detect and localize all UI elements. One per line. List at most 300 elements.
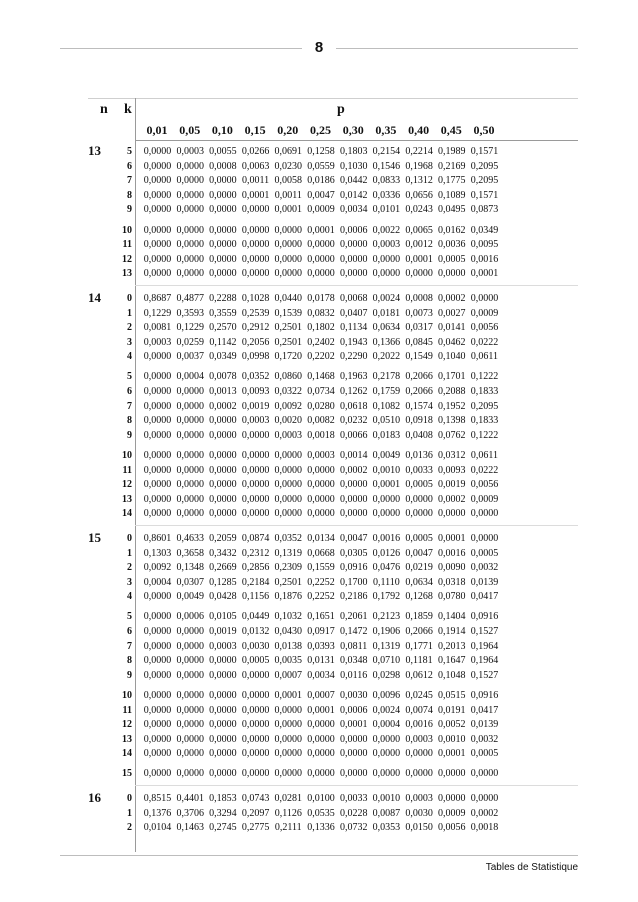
probability-cell: 0,0009	[438, 807, 466, 819]
probability-cell: 0,3593	[176, 307, 204, 319]
probability-cell: 0,8601	[143, 532, 172, 544]
probability-cell: 0,0005	[470, 547, 499, 559]
probability-cell: 0,2059	[209, 532, 237, 544]
probability-cell: 0,0462	[438, 336, 466, 348]
probability-cell: 0,0000	[470, 292, 499, 304]
probability-cell: 0,0998	[241, 351, 270, 363]
p-value-header: 0,40	[408, 123, 430, 137]
probability-cell: 0,4877	[176, 292, 204, 304]
probability-cell: 0,0101	[372, 204, 401, 216]
group-separator	[135, 525, 578, 526]
table-row	[88, 625, 578, 638]
probability-cell: 0,0100	[307, 793, 335, 804]
probability-cell: 0,0000	[209, 689, 237, 701]
p-value-header: 0,25	[310, 123, 331, 137]
probability-cell: 0,0000	[176, 239, 204, 251]
table-row	[88, 493, 578, 506]
probability-cell: 0,0000	[339, 768, 368, 780]
k-label: 9	[127, 429, 132, 441]
table-row	[88, 307, 578, 320]
probability-cell: 0,1833	[470, 386, 499, 397]
probability-cell: 0,1759	[372, 386, 401, 397]
probability-cell: 0,1964	[470, 655, 499, 667]
table-row	[88, 718, 578, 731]
header-k: k	[124, 102, 132, 117]
probability-cell: 0,0000	[274, 768, 303, 780]
probability-cell: 0,1574	[405, 400, 433, 412]
probability-cell: 0,0353	[372, 822, 401, 834]
probability-cell: 0,0000	[372, 768, 401, 780]
probability-cell: 0,1262	[339, 386, 368, 397]
probability-cell: 0,0000	[209, 415, 237, 427]
probability-cell: 0,0000	[143, 351, 172, 363]
probability-cell: 0,1030	[339, 160, 368, 172]
probability-cell: 0,2539	[241, 307, 270, 319]
probability-cell: 0,0000	[143, 160, 172, 172]
probability-cell: 0,0004	[176, 371, 204, 383]
k-label: 3	[127, 576, 132, 588]
probability-cell: 0,0007	[307, 689, 335, 701]
probability-cell: 0,0116	[340, 669, 368, 681]
probability-cell: 0,0000	[143, 733, 172, 745]
probability-cell: 0,1968	[405, 160, 433, 172]
probability-cell: 0,0020	[274, 415, 303, 427]
table-row	[88, 478, 578, 491]
probability-cell: 0,1319	[274, 547, 303, 559]
probability-cell: 0,0000	[274, 508, 303, 520]
probability-cell: 0,0000	[176, 268, 204, 280]
probability-cell: 0,0000	[143, 611, 172, 623]
probability-cell: 0,0000	[209, 175, 237, 187]
probability-cell: 0,3559	[209, 307, 237, 319]
probability-cell: 0,0000	[307, 239, 335, 251]
probability-cell: 0,0407	[339, 307, 368, 319]
k-label: 12	[122, 479, 132, 491]
probability-cell: 0,0000	[176, 640, 204, 652]
probability-cell: 0,8687	[143, 292, 172, 304]
probability-cell: 0,1110	[373, 576, 400, 588]
probability-cell: 0,0010	[372, 793, 401, 804]
probability-cell: 0,0000	[176, 175, 204, 187]
probability-cell: 0,0186	[307, 175, 335, 187]
probability-cell: 0,0000	[241, 704, 270, 716]
probability-cell: 0,0000	[307, 493, 335, 505]
probability-cell: 0,0000	[274, 479, 303, 491]
header-p: p	[337, 102, 345, 117]
probability-cell: 0,0000	[143, 429, 172, 441]
probability-cell: 0,0000	[470, 793, 499, 804]
probability-cell: 0,0009	[470, 493, 499, 505]
probability-cell: 0,0732	[339, 822, 368, 834]
probability-cell: 0,0000	[274, 224, 303, 236]
probability-cell: 0,0058	[274, 175, 303, 187]
table-row	[88, 174, 578, 187]
header-n: n	[100, 102, 108, 117]
k-label: 6	[127, 626, 132, 637]
probability-cell: 0,0049	[176, 591, 204, 603]
probability-cell: 0,0181	[372, 307, 401, 319]
table-row	[88, 576, 578, 589]
probability-cell: 0,0000	[405, 508, 433, 520]
probability-cell: 0,0000	[307, 268, 335, 280]
probability-cell: 0,0000	[176, 253, 204, 265]
probability-cell: 0,0087	[372, 807, 401, 819]
table-row	[88, 145, 578, 158]
probability-cell: 0,0162	[438, 224, 466, 236]
table-row	[88, 350, 578, 363]
probability-cell: 0,0916	[339, 562, 368, 574]
k-label: 11	[122, 704, 132, 716]
probability-cell: 0,0000	[405, 768, 433, 780]
probability-cell: 0,1268	[405, 591, 433, 603]
table-row	[88, 654, 578, 667]
probability-cell: 0,0307	[176, 576, 204, 588]
probability-cell: 0,1853	[209, 793, 237, 804]
probability-cell: 0,0000	[209, 268, 237, 280]
probability-cell: 0,0230	[274, 160, 303, 172]
probability-cell: 0,0131	[307, 655, 335, 667]
probability-cell: 0,0611	[470, 351, 499, 363]
probability-cell: 0,0000	[143, 400, 172, 412]
probability-cell: 0,1792	[372, 591, 401, 603]
probability-cell: 0,0000	[372, 748, 401, 760]
probability-cell: 0,0047	[307, 189, 335, 201]
probability-cell: 0,0000	[176, 189, 204, 201]
probability-cell: 0,0001	[405, 253, 433, 265]
probability-cell: 0,2097	[241, 807, 270, 819]
k-label: 5	[127, 146, 132, 157]
probability-cell: 0,2745	[209, 822, 237, 834]
probability-cell: 0,1571	[470, 189, 499, 201]
probability-cell: 0,0559	[307, 160, 335, 172]
probability-cell: 0,0001	[274, 204, 303, 216]
probability-cell: 0,0000	[307, 464, 335, 476]
probability-cell: 0,2288	[209, 292, 237, 304]
probability-cell: 0,0047	[405, 547, 433, 559]
probability-cell: 0,2252	[307, 591, 335, 603]
probability-cell: 0,1571	[470, 146, 499, 157]
probability-cell: 0,0000	[209, 768, 237, 780]
probability-cell: 0,0000	[209, 748, 237, 760]
probability-cell: 0,1229	[143, 307, 172, 319]
probability-cell: 0,0417	[470, 704, 499, 716]
probability-cell: 0,0000	[405, 493, 433, 505]
probability-cell: 0,1398	[438, 415, 466, 427]
probability-cell: 0,0245	[405, 689, 433, 701]
probability-cell: 0,1720	[274, 351, 303, 363]
probability-cell: 0,0000	[209, 508, 237, 520]
probability-cell: 0,1040	[438, 351, 466, 363]
probability-cell: 0,0000	[470, 768, 499, 780]
probability-cell: 0,0000	[339, 253, 368, 265]
probability-cell: 0,1258	[307, 146, 335, 157]
probability-cell: 0,0000	[470, 532, 499, 544]
probability-cell: 0,0134	[307, 532, 335, 544]
probability-cell: 0,0000	[143, 748, 172, 760]
page-header	[60, 38, 578, 58]
p-value-header: 0,01	[146, 123, 168, 137]
k-label: 8	[127, 189, 132, 201]
probability-cell: 0,0349	[470, 224, 499, 236]
table-row	[88, 704, 578, 717]
probability-cell: 0,0002	[339, 464, 368, 476]
probability-cell: 0,1222	[470, 371, 499, 383]
table-row	[88, 400, 578, 413]
table-row	[88, 807, 578, 820]
probability-cell: 0,0016	[470, 253, 499, 265]
probability-cell: 0,0019	[241, 400, 270, 412]
probability-cell: 0,0000	[176, 733, 204, 745]
probability-cell: 0,0000	[143, 239, 172, 251]
probability-cell: 0,0232	[339, 415, 368, 427]
probability-cell: 0,0000	[176, 719, 204, 731]
probability-cell: 0,0000	[143, 689, 172, 701]
probability-cell: 0,0056	[470, 322, 499, 334]
probability-cell: 0,2775	[241, 822, 270, 834]
probability-cell: 0,0000	[143, 204, 172, 216]
probability-cell: 0,0000	[209, 204, 237, 216]
k-label: 12	[122, 253, 132, 265]
p-value-header: 0,30	[342, 123, 364, 137]
probability-cell: 0,0013	[209, 386, 237, 397]
k-label: 11	[122, 464, 132, 476]
p-value-header: 0,35	[375, 123, 397, 137]
probability-cell: 0,0034	[307, 669, 335, 681]
table-row	[88, 669, 578, 682]
table-row	[88, 689, 578, 702]
probability-cell: 0,0104	[143, 822, 172, 834]
probability-cell: 0,0009	[470, 307, 499, 319]
probability-cell: 0,0000	[339, 733, 368, 745]
probability-cell: 0,0668	[307, 547, 335, 559]
probability-cell: 0,0000	[241, 748, 270, 760]
table-row	[88, 267, 578, 280]
probability-cell: 0,1404	[438, 611, 466, 623]
probability-cell: 0,0000	[209, 429, 237, 441]
probability-cell: 0,0000	[176, 669, 204, 681]
probability-cell: 0,0001	[470, 268, 499, 280]
table-row	[88, 767, 578, 780]
probability-cell: 0,2056	[241, 336, 270, 348]
probability-cell: 0,0000	[241, 733, 270, 745]
probability-cell: 0,1048	[438, 669, 466, 681]
probability-cell: 0,0000	[176, 204, 204, 216]
page-number: 8	[314, 39, 324, 56]
probability-cell: 0,0000	[307, 508, 335, 520]
probability-cell: 0,0000	[176, 704, 204, 716]
probability-cell: 0,1559	[307, 562, 335, 574]
probability-cell: 0,0000	[143, 508, 172, 520]
probability-cell: 0,0056	[438, 822, 466, 834]
probability-cell: 0,1156	[242, 591, 270, 603]
k-label: 7	[127, 640, 132, 652]
probability-cell: 0,1366	[372, 336, 401, 348]
probability-cell: 0,1527	[470, 669, 499, 681]
table-row	[88, 160, 578, 173]
probability-cell: 0,0000	[143, 268, 172, 280]
probability-cell: 0,0430	[274, 626, 303, 637]
probability-cell: 0,0743	[241, 793, 270, 804]
probability-cell: 0,2312	[241, 547, 270, 559]
probability-cell: 0,1964	[470, 640, 499, 652]
probability-cell: 0,0000	[143, 386, 172, 397]
probability-cell: 0,0312	[438, 449, 466, 461]
probability-cell: 0,0000	[372, 508, 401, 520]
probability-cell: 0,2402	[307, 336, 335, 348]
probability-cell: 0,0126	[372, 547, 401, 559]
probability-cell: 0,0000	[438, 793, 466, 804]
probability-cell: 0,0003	[143, 336, 172, 348]
k-label: 10	[122, 689, 132, 701]
probability-cell: 0,0000	[372, 253, 401, 265]
probability-cell: 0,0000	[209, 189, 237, 201]
probability-cell: 0,0219	[405, 562, 433, 574]
probability-cell: 0,0000	[143, 591, 172, 603]
probability-cell: 0,0000	[143, 415, 172, 427]
table-row	[88, 610, 578, 623]
p-value-header: 0,15	[244, 123, 266, 137]
probability-cell: 0,0065	[405, 224, 433, 236]
k-label: 7	[127, 175, 132, 187]
header-rule-right	[336, 48, 578, 49]
table-row	[88, 289, 578, 305]
probability-cell: 0,0000	[339, 508, 368, 520]
probability-cell: 0,0000	[241, 669, 270, 681]
probability-cell: 0,1126	[274, 807, 302, 819]
probability-cell: 0,0833	[372, 175, 401, 187]
probability-cell: 0,0000	[176, 655, 204, 667]
probability-cell: 0,0000	[241, 689, 270, 701]
probability-cell: 0,0005	[405, 532, 433, 544]
table-row	[88, 529, 578, 545]
probability-cell: 0,0014	[339, 449, 368, 461]
k-label: 4	[127, 351, 132, 363]
probability-cell: 0,0011	[274, 189, 302, 201]
probability-cell: 0,1222	[470, 429, 499, 441]
probability-cell: 0,0078	[209, 371, 237, 383]
k-label: 2	[127, 322, 132, 334]
probability-cell: 0,0037	[176, 351, 204, 363]
probability-cell: 0,2912	[241, 322, 270, 334]
probability-cell: 0,1906	[372, 626, 401, 637]
probability-cell: 0,0305	[339, 547, 368, 559]
probability-cell: 0,0036	[438, 239, 466, 251]
table-row	[88, 238, 578, 251]
probability-cell: 0,0612	[405, 669, 433, 681]
probability-cell: 0,0222	[470, 464, 499, 476]
probability-cell: 0,2111	[274, 822, 302, 834]
probability-cell: 0,0003	[209, 640, 237, 652]
probability-cell: 0,0811	[340, 640, 368, 652]
table-row	[88, 747, 578, 760]
footer-rule	[60, 855, 578, 856]
probability-cell: 0,0000	[241, 768, 270, 780]
probability-cell: 0,1376	[143, 807, 172, 819]
probability-cell: 0,0000	[209, 479, 237, 491]
probability-cell: 0,0032	[470, 562, 499, 574]
probability-cell: 0,1319	[372, 640, 401, 652]
table-row	[88, 547, 578, 560]
k-label: 9	[127, 669, 132, 681]
k-label: 0	[127, 532, 132, 544]
k-label: 6	[127, 160, 132, 172]
probability-cell: 0,1701	[438, 371, 466, 383]
probability-cell: 0,0033	[339, 793, 368, 804]
probability-cell: 0,8515	[143, 793, 172, 804]
table-row	[88, 792, 578, 805]
probability-cell: 0,0030	[241, 640, 270, 652]
probability-cell: 0,0000	[307, 748, 335, 760]
probability-cell: 0,0428	[209, 591, 237, 603]
probability-cell: 0,0000	[470, 508, 499, 520]
probability-cell: 0,0018	[307, 429, 335, 441]
probability-cell: 0,0030	[339, 689, 368, 701]
probability-cell: 0,0734	[307, 386, 335, 397]
probability-cell: 0,0442	[339, 175, 368, 187]
probability-cell: 0,0000	[176, 748, 204, 760]
probability-cell: 0,2501	[274, 576, 303, 588]
table-row	[88, 321, 578, 334]
probability-cell: 0,0916	[470, 689, 499, 701]
probability-cell: 0,0000	[176, 689, 204, 701]
probability-cell: 0,0003	[405, 793, 433, 804]
probability-cell: 0,0000	[176, 429, 204, 441]
table-row	[88, 189, 578, 202]
k-label: 1	[127, 807, 132, 819]
table-top-rule	[88, 98, 578, 99]
probability-cell: 0,0476	[372, 562, 401, 574]
probability-cell: 0,0440	[274, 292, 303, 304]
k-label: 9	[127, 204, 132, 216]
probability-cell: 0,0349	[209, 351, 237, 363]
table-row	[88, 821, 578, 834]
probability-cell: 0,0000	[143, 719, 172, 731]
probability-cell: 0,0003	[241, 415, 270, 427]
probability-cell: 0,0082	[307, 415, 335, 427]
probability-cell: 0,3432	[209, 547, 237, 559]
probability-cell: 0,0018	[470, 822, 499, 834]
header-rule-left	[60, 48, 302, 49]
probability-cell: 0,3294	[209, 807, 237, 819]
probability-cell: 0,0138	[274, 640, 303, 652]
group-separator	[135, 785, 578, 786]
k-label: 7	[127, 400, 132, 412]
probability-cell: 0,4401	[176, 793, 204, 804]
probability-cell: 0,0000	[143, 493, 172, 505]
probability-cell: 0,0001	[241, 189, 270, 201]
probability-cell: 0,0318	[438, 576, 466, 588]
probability-cell: 0,0000	[176, 768, 204, 780]
probability-cell: 0,0000	[143, 464, 172, 476]
probability-cell: 0,1472	[339, 626, 368, 637]
probability-cell: 0,0000	[372, 493, 401, 505]
probability-cell: 0,0000	[274, 239, 303, 251]
probability-cell: 0,0000	[241, 479, 270, 491]
probability-cell: 0,2095	[470, 160, 499, 172]
probability-cell: 0,0000	[143, 449, 172, 461]
probability-cell: 0,0000	[209, 719, 237, 731]
k-label: 10	[122, 449, 132, 461]
probability-cell: 0,2169	[438, 160, 466, 172]
probability-cell: 0,2013	[438, 640, 466, 652]
k-label: 14	[122, 748, 132, 760]
probability-cell: 0,0000	[274, 493, 303, 505]
probability-cell: 0,1527	[470, 626, 499, 637]
p-value-header: 0,10	[211, 123, 233, 137]
probability-cell: 0,1651	[307, 611, 335, 623]
probability-cell: 0,0000	[176, 508, 204, 520]
probability-cell: 0,0317	[405, 322, 433, 334]
